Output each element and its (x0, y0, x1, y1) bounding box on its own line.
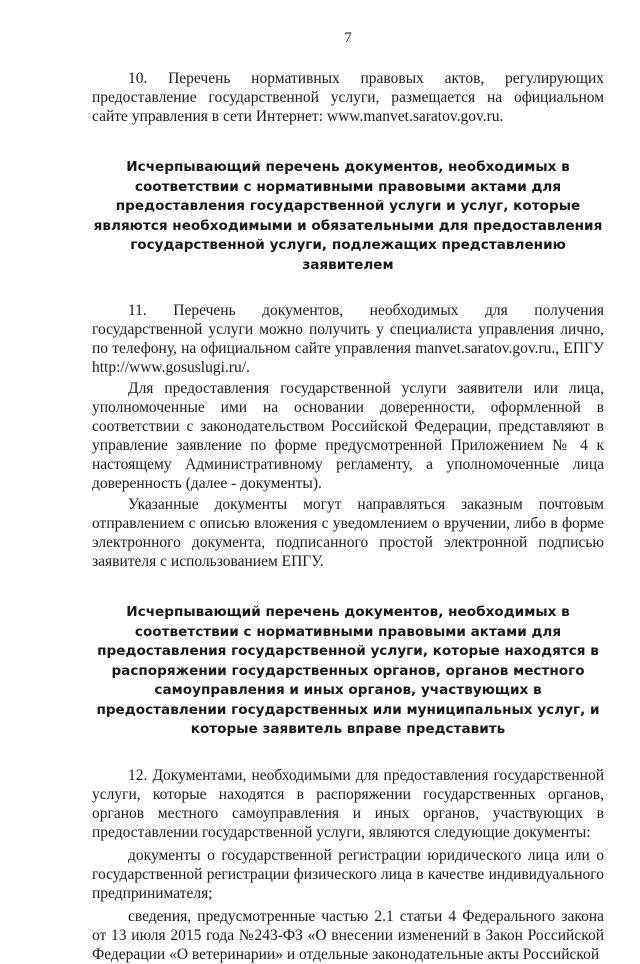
paragraph-12-intro: 12. Документами, необходимыми для предоставления государственной услуги, которые находятся в распоряжении государственных органов, органов местного самоуправления и иных органов, участвующих в предоставлении государственной услуги, являются следующие документы: (92, 766, 604, 841)
paragraph-11-list: 11. Перечень документов, необходимых для получения государственной услуги можно получить у специалиста управления лично, по телефону, на официальном сайте управления manvet.saratov.gov.ru., ЕПГУ http://www.gosuslugi.ru/. (92, 302, 604, 376)
paragraph-10: 10. Перечень нормативных правовых актов, регулирующих предоставление государственной услуги, размещается на официальном сайте управления в сети Интернет: www.manvet.saratov.gov.ru. (92, 70, 604, 125)
paragraph-11-delivery: Указанные документы могут направляться заказным почтовым отправлением с описью вложения с уведомлением о вручении, либо в форме электронного документа, подписанного простой электронной подписью заявителя с использованием ЕПГУ. (92, 496, 604, 570)
page-number: 7 (344, 30, 352, 46)
section-heading-interagency-documents: Исчерпывающий перечень документов, необходимых в соответствии с нормативными правовыми актами для предоставления государственной услуги, которые находятся в распоряжении государственных органов, органов местного самоуправления и иных органов, участвующих в предоставлении государственных или муниципальных услуг, и которые заявитель вправе представить (96, 604, 600, 737)
section-heading-applicant-documents: Исчерпывающий перечень документов, необходимых в соответствии с нормативными правовыми актами для предоставления государственной услуги и услуг, которые являются необходимыми и обязательными для предоставления государственной услуги, подлежащих представлению заявителем (93, 159, 603, 273)
paragraph-12-law-info: сведения, предусмотренные частью 2.1 статьи 4 Федерального закона от 13 июля 2015 года №243-ФЗ «О внесении изменений в Закон Российской Федерации «О ветеринарии» и отдельные законодательные акты Российской (92, 907, 604, 963)
paragraph-12-registration: документы о государственной регистрации юридического лица или о государственной регистрации физического лица в качестве индивидуального предпринимателя; (92, 846, 604, 902)
paragraph-11-submission: Для предоставления государственной услуги заявители или лица, уполномоченные ими на основании доверенности, оформленной в соответствии с законодательством Российской Федерации, представляют в управление заявление по форме предусмотренной Приложением № 4 к настоящему Административному регламенту, а уполномоченные лица доверенность (далее - документы). (92, 380, 604, 492)
